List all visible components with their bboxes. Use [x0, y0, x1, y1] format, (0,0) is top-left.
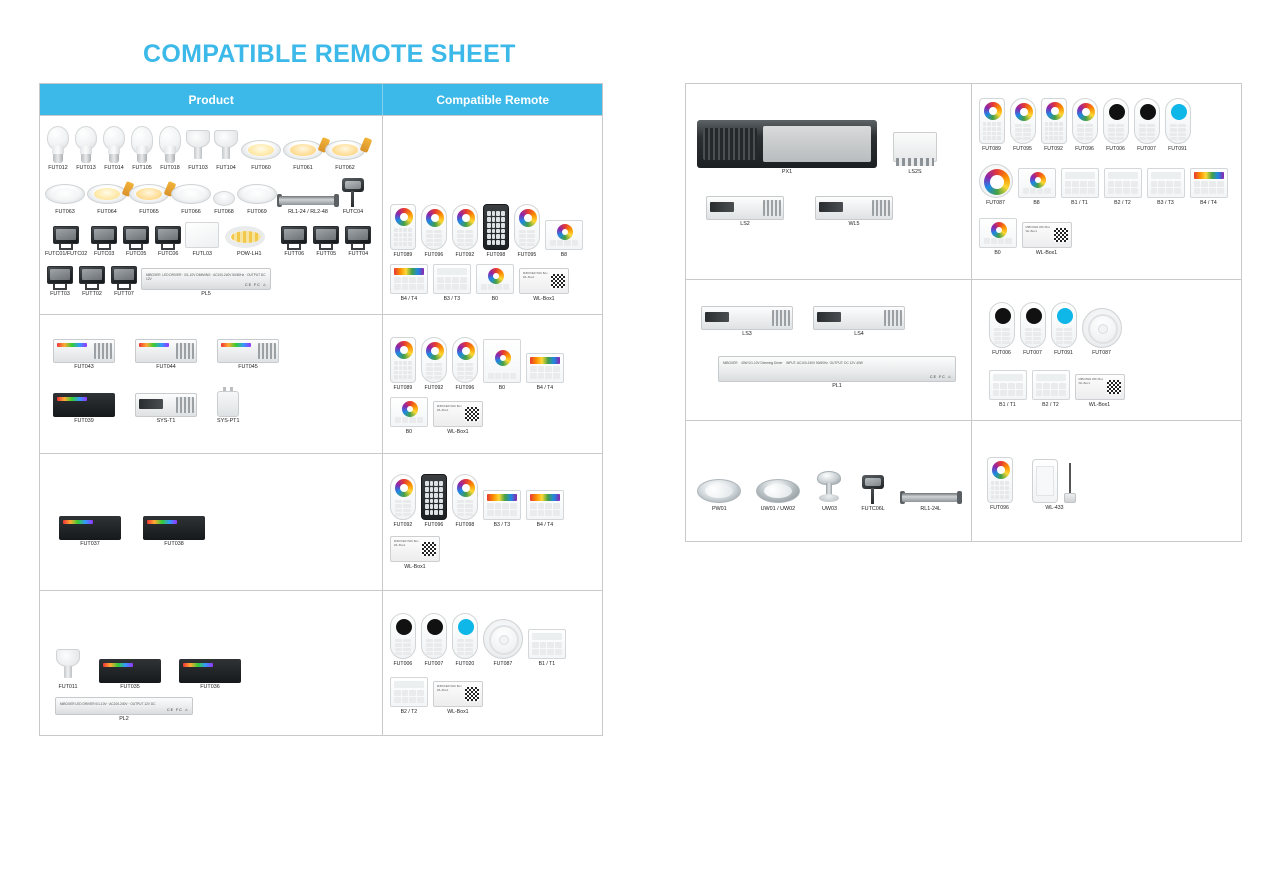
product-item: [221, 224, 277, 258]
product-label: POW-LH1: [237, 250, 262, 257]
remote-item: [987, 457, 1013, 511]
remote-label: FUT095: [1013, 146, 1032, 152]
product-item: [45, 180, 85, 216]
remote-item: [1041, 98, 1067, 152]
header-product: Product: [40, 84, 383, 115]
product-label: PL2: [119, 715, 129, 722]
header-compatible-remote: Compatible Remote: [436, 92, 550, 107]
product-item: [45, 224, 87, 258]
remote-grid: [976, 288, 1237, 412]
product-label: FUT044: [156, 364, 176, 370]
remote-label: FUT092: [1044, 146, 1063, 152]
product-label: FUT011: [58, 684, 78, 690]
product-label: SYS-PT1: [217, 417, 240, 424]
product-item: [53, 393, 115, 425]
remote-label: B2 / T2: [1042, 402, 1059, 408]
remote-grid: [976, 429, 1237, 515]
remote-label: FUT092: [393, 522, 413, 528]
remote-item: [421, 474, 447, 528]
product-item: [339, 178, 367, 216]
remote-label: B4 / T4: [536, 522, 554, 528]
remote-item: [483, 490, 521, 528]
remote-label: B3 / T3: [1157, 200, 1174, 206]
remote-item: [1010, 98, 1036, 152]
remote-item: [483, 339, 521, 391]
product-label: FUT066: [181, 208, 201, 215]
product-item: [185, 222, 219, 258]
product-item: [135, 339, 197, 371]
product-cell: [686, 84, 972, 279]
product-item: [902, 491, 960, 513]
product-item: [217, 387, 239, 425]
product-label: FUT014: [104, 165, 124, 171]
product-label: FUT018: [160, 165, 180, 171]
remote-item: MiBOXER WiFi Box WL-Box1 WL-Box1: [390, 536, 440, 570]
product-item: [89, 224, 119, 258]
table-row: [686, 420, 1241, 541]
remote-label: B1 / T1: [1071, 200, 1088, 206]
product-item: [279, 194, 337, 216]
remote-label: WL-Box1: [1088, 402, 1111, 408]
remote-item: [526, 353, 564, 391]
product-item: [101, 126, 127, 172]
product-label: FUT063: [55, 208, 75, 215]
product-item: [99, 659, 161, 691]
product-item: [697, 120, 877, 176]
remote-item: [1020, 302, 1046, 356]
product-label: FUT069: [247, 208, 267, 215]
product-item: [279, 224, 309, 258]
antenna-icon: [1062, 463, 1078, 503]
product-label: FUTC05: [126, 250, 147, 257]
remote-item: [390, 613, 416, 667]
product-item: MiBOXER LED DRIVER · 0/1-10V DIMMING · AC100-240V 50/60Hz · OUTPUT DC 12V CE FC ⚠ PL5: [141, 268, 271, 298]
product-label: FUT104: [216, 165, 236, 171]
remote-label: FUT096: [990, 505, 1009, 511]
remote-label: FUT006: [1106, 146, 1125, 152]
product-item: [814, 471, 844, 513]
remote-label: B0: [498, 385, 506, 391]
product-label: FUTT03: [50, 290, 70, 297]
remote-cell: [383, 116, 602, 314]
product-label: FUT045: [238, 364, 258, 370]
product-item: [701, 306, 793, 338]
remote-label: B4 / T4: [400, 296, 418, 302]
remote-label: B4 / T4: [1200, 200, 1217, 206]
right-compatibility-table: [685, 83, 1242, 542]
remote-item: [390, 264, 428, 302]
remote-label: FUT091: [1054, 350, 1073, 356]
table-row: [40, 590, 602, 735]
product-label: FUT036: [200, 684, 220, 690]
remote-label: B4 / T4: [536, 385, 554, 391]
remote-item: [989, 302, 1015, 356]
remote-label: FUT098: [455, 522, 475, 528]
remote-item: [452, 613, 478, 667]
remote-item: [514, 204, 540, 258]
product-item: [325, 136, 365, 172]
product-grid: [44, 323, 378, 429]
remote-item: [979, 98, 1005, 152]
table-row: [40, 115, 602, 314]
remote-item: [1103, 98, 1129, 152]
product-item: [45, 126, 71, 172]
product-label: FUT060: [251, 165, 271, 171]
product-grid: [44, 599, 378, 727]
remote-item: [989, 370, 1027, 408]
remote-cell: [383, 315, 602, 453]
remote-item: [1165, 98, 1191, 152]
product-label: RL1-24 / RL2-48: [288, 208, 328, 215]
table-row: [40, 314, 602, 453]
product-grid: [690, 92, 967, 232]
product-label: WL5: [848, 220, 860, 227]
remote-label: WL-Box1: [1035, 250, 1058, 256]
product-label: FUTL03: [192, 250, 212, 257]
product-grid: [44, 124, 378, 302]
remote-item: [1051, 302, 1077, 356]
product-item: [45, 264, 75, 298]
remote-item: [979, 164, 1013, 206]
remote-label: FUT087: [493, 661, 513, 667]
product-item: [129, 126, 155, 172]
remote-label: FUT096: [424, 252, 444, 258]
table-row: [686, 279, 1241, 420]
remote-item: [390, 204, 416, 258]
remote-item: [1104, 168, 1142, 206]
product-item: [217, 339, 279, 371]
remote-item: [390, 337, 416, 391]
product-label: PX1: [781, 169, 793, 175]
remote-grid: [387, 599, 598, 719]
remote-grid: [976, 92, 1237, 260]
product-item: [87, 180, 127, 216]
remote-item: [1134, 98, 1160, 152]
product-item: [213, 190, 235, 216]
remote-item: [390, 474, 416, 528]
product-label: FUT062: [335, 165, 355, 171]
product-item: MiBOXER 40W 0/1-10V Dimming Driver INPUT: AC100-240V 50/60Hz OUTPUT: DC 12V 40W CE FC ⚠ PL1: [718, 356, 956, 390]
product-cell: [40, 591, 383, 735]
remote-cell: [972, 421, 1241, 541]
product-item: [343, 224, 373, 258]
remote-label: B0: [994, 250, 1001, 256]
product-cell: [686, 280, 972, 420]
product-item: MiBOXER LED DRIVER 0/1-10V · AC100-240V · OUTPUT 12V DC CE FC ⚠ PL2: [55, 697, 193, 723]
product-item: [311, 224, 341, 258]
remote-label: WL-Box1: [447, 429, 469, 435]
remote-cell: [972, 280, 1241, 420]
remote-item: [483, 204, 509, 258]
product-label: FUT037: [80, 541, 100, 547]
remote-label: WL-Box1: [533, 296, 555, 302]
remote-item: [483, 619, 523, 667]
remote-label: B0: [405, 429, 413, 435]
remote-label: WL-433: [1045, 505, 1064, 511]
remote-item: [1190, 168, 1228, 206]
remote-item: MiBOXER WiFi Box WL-Box1 WL-Box1: [433, 401, 483, 435]
remote-label: FUT087: [1092, 350, 1111, 356]
product-label: PW01: [711, 506, 727, 512]
remote-grid: [387, 323, 598, 439]
product-grid: [690, 288, 967, 394]
remote-grid: [387, 124, 598, 306]
remote-item: MiBOXER WiFi Box WL-Box1 WL-Box1: [1075, 374, 1125, 408]
product-label: FUT038: [164, 541, 184, 547]
remote-label: FUT006: [992, 350, 1011, 356]
product-cell: [686, 421, 972, 541]
remote-label: B3 / T3: [493, 522, 511, 528]
remote-label: FUT091: [1168, 146, 1187, 152]
remote-item: [1082, 308, 1122, 356]
product-item: [706, 196, 784, 228]
product-item: [129, 180, 169, 216]
remote-item: [1032, 370, 1070, 408]
remote-label: FUT089: [393, 385, 413, 391]
product-item: [893, 132, 937, 176]
product-label: LS3: [742, 331, 752, 337]
product-item: [73, 126, 99, 172]
product-label: PL5: [201, 290, 211, 297]
product-label: LS4: [854, 331, 864, 337]
remote-item: [452, 474, 478, 528]
product-label: PL1: [832, 382, 842, 389]
remote-item: [421, 204, 447, 258]
remote-label: FUT007: [424, 661, 444, 667]
product-item: [153, 224, 183, 258]
product-label: LS2S: [908, 169, 922, 175]
remote-label: FUT089: [982, 146, 1001, 152]
remote-label: FUT096: [455, 385, 475, 391]
remote-item: [476, 264, 514, 302]
product-item: [185, 130, 211, 172]
product-item: [59, 516, 121, 548]
remote-item: [1061, 168, 1099, 206]
product-item: [179, 659, 241, 691]
product-cell: [40, 116, 383, 314]
remote-label: FUT006: [393, 661, 413, 667]
product-label: FUTT02: [82, 290, 102, 297]
product-item: [77, 264, 107, 298]
remote-label: FUT092: [424, 385, 444, 391]
remote-label: B1 / T1: [999, 402, 1016, 408]
remote-item: [1018, 168, 1056, 206]
product-item: [756, 477, 800, 513]
product-item: [241, 136, 281, 172]
remote-item: [433, 264, 471, 302]
product-item: [135, 393, 197, 425]
remote-item: [1032, 459, 1078, 511]
product-label: FUTC03: [94, 250, 115, 257]
remote-item: [528, 629, 566, 667]
remote-label: FUT095: [517, 252, 537, 258]
product-label: FUTC01/FUTC02: [45, 250, 88, 257]
product-grid: [690, 429, 967, 517]
remote-label: FUT092: [455, 252, 475, 258]
remote-label: B3 / T3: [443, 296, 461, 302]
remote-item: MiBOXER WiFi Box WL-Box1 WL-Box1: [1022, 222, 1072, 256]
remote-label: FUT098: [486, 252, 506, 258]
remote-item: [1147, 168, 1185, 206]
product-item: [237, 180, 277, 216]
left-compatibility-table: [39, 83, 603, 736]
product-label: FUTC06L: [861, 506, 885, 512]
product-label: FUT039: [74, 417, 94, 424]
product-item: [55, 649, 81, 691]
remote-item: [390, 397, 428, 435]
product-item: [53, 339, 115, 371]
remote-item: MiBOXER WiFi Box WL-Box1 WL-Box1: [519, 268, 569, 302]
product-label: FUT043: [74, 364, 94, 370]
product-label: RL1-24L: [920, 506, 942, 512]
table-row: [40, 453, 602, 590]
product-item: [213, 130, 239, 172]
product-label: LS2: [740, 220, 750, 227]
product-item: [109, 264, 139, 298]
remote-label: FUT096: [424, 522, 444, 528]
product-label: FUT061: [293, 165, 313, 171]
remote-cell: [383, 591, 602, 735]
remote-label: FUT007: [1023, 350, 1042, 356]
remote-label: B8: [1033, 200, 1040, 206]
product-grid: [44, 462, 378, 552]
product-label: UW01 / UW02: [760, 506, 796, 512]
product-item: [143, 516, 205, 548]
product-label: FUT065: [139, 208, 159, 215]
product-label: FUTT06: [284, 250, 305, 257]
remote-label: FUT020: [455, 661, 475, 667]
left-table-header: [40, 84, 602, 115]
product-label: FUT012: [48, 165, 68, 171]
remote-item: [1072, 98, 1098, 152]
product-label: FUTT04: [348, 250, 369, 257]
remote-item: [390, 677, 428, 715]
product-label: FUT013: [76, 165, 96, 171]
product-label: UW03: [821, 506, 837, 512]
remote-label: FUT007: [1137, 146, 1156, 152]
remote-item: [526, 490, 564, 528]
remote-label: FUT096: [1075, 146, 1094, 152]
product-item: [171, 180, 211, 216]
remote-item: [979, 218, 1017, 256]
remote-cell: [383, 454, 602, 590]
product-label: FUT068: [214, 208, 234, 215]
remote-item: [452, 337, 478, 391]
product-label: FUTT07: [114, 290, 134, 297]
product-label: FUT103: [188, 165, 208, 171]
remote-label: B0: [491, 296, 499, 302]
remote-label: WL-Box1: [404, 564, 426, 570]
product-item: [121, 224, 151, 258]
remote-item: [545, 220, 583, 258]
remote-label: WL-Box1: [447, 709, 469, 715]
product-item: [813, 306, 905, 338]
remote-grid: [387, 462, 598, 574]
remote-item: [421, 337, 447, 391]
remote-item: [452, 204, 478, 258]
product-label: FUTT05: [316, 250, 337, 257]
product-item: [283, 136, 323, 172]
page-title: COMPATIBLE REMOTE SHEET: [143, 40, 516, 68]
remote-item: [421, 613, 447, 667]
remote-label: B8: [560, 252, 568, 258]
product-item: [859, 475, 887, 513]
remote-cell: [972, 84, 1241, 279]
product-item: [157, 126, 183, 172]
product-label: SYS-T1: [156, 417, 176, 424]
remote-label: B2 / T2: [400, 709, 418, 715]
product-item: [697, 477, 741, 513]
product-cell: [40, 454, 383, 590]
remote-label: FUT087: [986, 200, 1005, 206]
remote-label: FUT089: [393, 252, 413, 258]
product-item: [815, 196, 893, 228]
table-row: [686, 84, 1241, 279]
product-label: FUTC06: [158, 250, 179, 257]
product-label: FUT105: [132, 165, 152, 171]
product-label: FUTC04: [342, 208, 364, 215]
wl-433-gateway-icon: [1032, 459, 1058, 503]
remote-label: B2 / T2: [1114, 200, 1131, 206]
product-label: FUT035: [120, 684, 140, 690]
product-label: FUT064: [97, 208, 117, 215]
remote-item: MiBOXER WiFi Box WL-Box1 WL-Box1: [433, 681, 483, 715]
remote-label: B1 / T1: [538, 661, 556, 667]
product-cell: [40, 315, 383, 453]
